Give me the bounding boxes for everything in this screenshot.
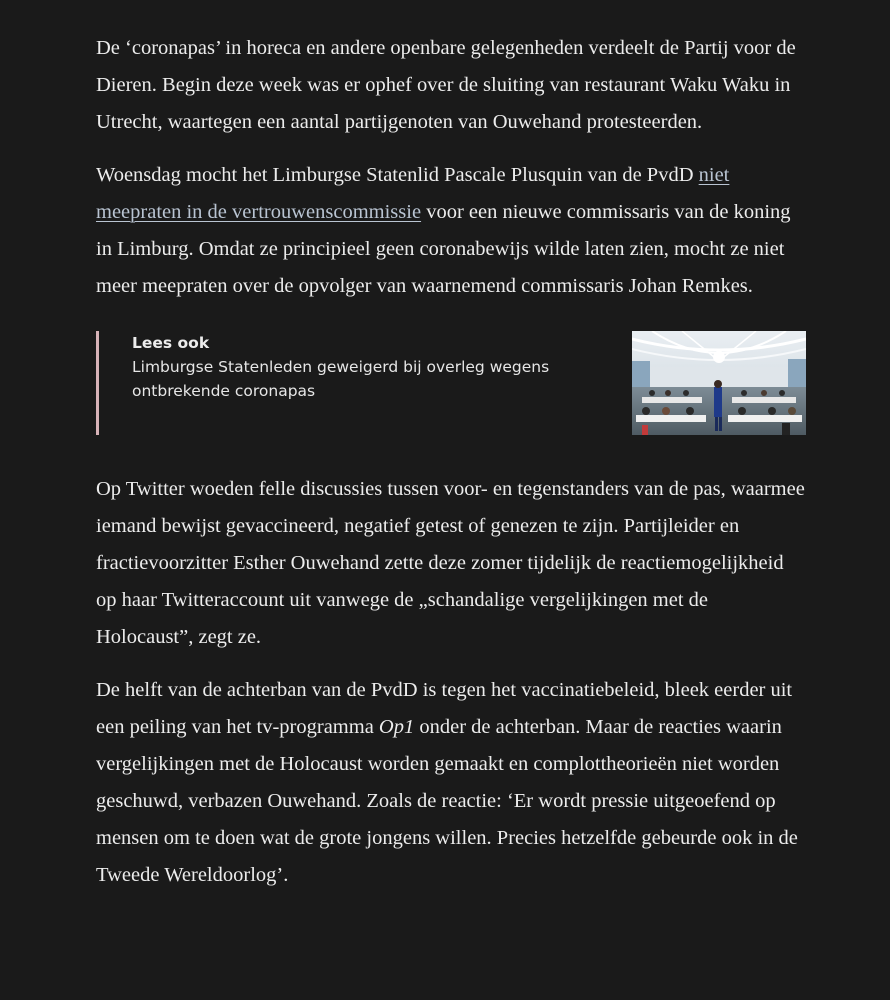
paragraph-2: Woensdag mocht het Limburgse Statenlid Pascale Plusquin van de PvdD niet meepraten in de vertrouwenscommissie voor een nieuwe commissaris van de koning in Limburg. Omdat ze principieel geen coronabewijs wilde laten zien, mocht ze niet meer meepraten over de opvolger van waarnemend commissaris Johan Remkes. — [96, 164, 791, 297]
related-article-thumbnail[interactable] — [632, 331, 806, 435]
paragraph-1: De ‘coronapas’ in horeca en andere openbare gelegenheden verdeelt de Partij voor de Dieren. Begin deze week was er ophef over de sluiting van restaurant Waku Waku in Utrecht, waartegen een aantal partijgenoten van Ouwehand protesteerden. — [96, 37, 796, 133]
article-body — [96, 30, 808, 910]
related-article-card[interactable] — [96, 331, 808, 435]
program-name: Op1 — [378, 716, 415, 738]
vertrouwenscommissie-link[interactable]: niet meepraten in de vertrouwenscommissie — [96, 164, 730, 223]
related-kicker: Lees ook — [132, 334, 210, 352]
paragraph-4: De helft van de achterban van de PvdD is tegen het vaccinatiebeleid, bleek eerder uit een peiling van het tv-programma Op1 onder de achterban. Maar de reacties waarin vergelijkingen met de Holocaust worden gemaakt en complottheorieën niet worden geschuwd, verbazen Ouwehand. Zoals de reactie: ‘Er wordt pressie uitgeoefend op mensen om te doen wat de grote jongens willen. Precies hetzelfde gebeurde ook in de Tweede Wereldoorlog’. — [96, 679, 798, 886]
paragraph-3: Op Twitter woeden felle discussies tussen voor- en tegenstanders van de pas, waarmee iemand bewijst gevaccineerd, negatief getest of genezen te zijn. Partijleider en fractievoorzitter Esther Ouwehand zette deze zomer tijdelijk de reactiemogelijkheid op haar Twitteraccount uit vanwege de „schandalige vergelijkingen met de Holocaust”, zegt ze. — [96, 478, 805, 648]
meeting-room-image — [632, 331, 806, 435]
related-article-title[interactable]: Limburgse Statenleden geweigerd bij overleg wegens ontbrekende coronapas — [132, 358, 550, 400]
